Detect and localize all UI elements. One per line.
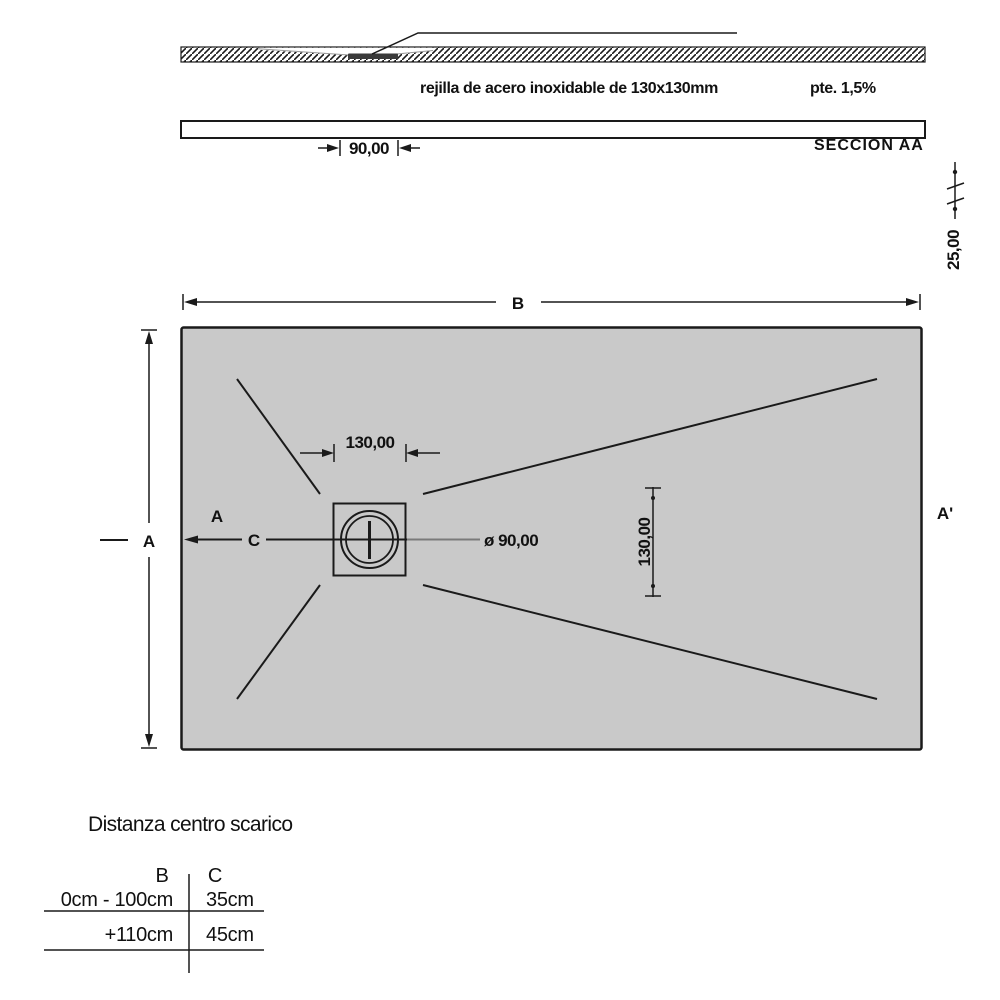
section-label-text: SECCION AA (814, 137, 924, 154)
arrowhead-right-icon (327, 144, 339, 152)
section-cut-start-text: A (210, 507, 224, 526)
table-cell-c: 35cm (206, 889, 254, 911)
width-label-text: B (511, 294, 525, 313)
dim-drain-square-h-text: 130,00 (345, 433, 395, 452)
table-cell-c: 45cm (206, 924, 254, 946)
table-cell-b: +110cm (104, 924, 173, 946)
drain-offset-label-text: C (247, 531, 261, 550)
dim-dot (651, 496, 655, 500)
drain-distance-table (44, 813, 292, 973)
dim-drain-width (318, 139, 420, 158)
table-row (44, 924, 264, 950)
dim-drain-square-v-text: 130,00 (635, 517, 654, 567)
table-header-c: C (207, 865, 223, 887)
slope-note-text: pte. 1,5% (810, 80, 876, 97)
dim-dot (953, 207, 957, 211)
dim-length-A (141, 330, 157, 748)
table-title: Distanza centro scarico (88, 813, 293, 836)
arrowhead-right-icon (906, 298, 919, 306)
arrowhead-left-icon (399, 144, 411, 152)
dim-dot (651, 584, 655, 588)
drain-diameter-text: ø 90,00 (484, 531, 539, 550)
plan-view (100, 294, 953, 750)
length-label-text: A (142, 532, 156, 551)
table-cell-b: 0cm - 100cm (60, 889, 173, 911)
section-cut-end-text: A' (936, 504, 954, 523)
dim-dot (953, 170, 957, 174)
table-header-b: B (155, 865, 169, 887)
dim-thickness (944, 162, 964, 270)
grate-note-text: rejilla de acero inoxidable de 130x130mm (420, 80, 718, 97)
section-view (181, 33, 964, 270)
dim-drain-width-text: 90,00 (348, 139, 390, 158)
arrowhead-down-icon (145, 734, 153, 747)
section-bottom-profile (181, 121, 925, 138)
dim-thickness-text: 25,00 (944, 229, 963, 271)
dim-width-B (183, 294, 920, 313)
table-row (44, 889, 264, 911)
